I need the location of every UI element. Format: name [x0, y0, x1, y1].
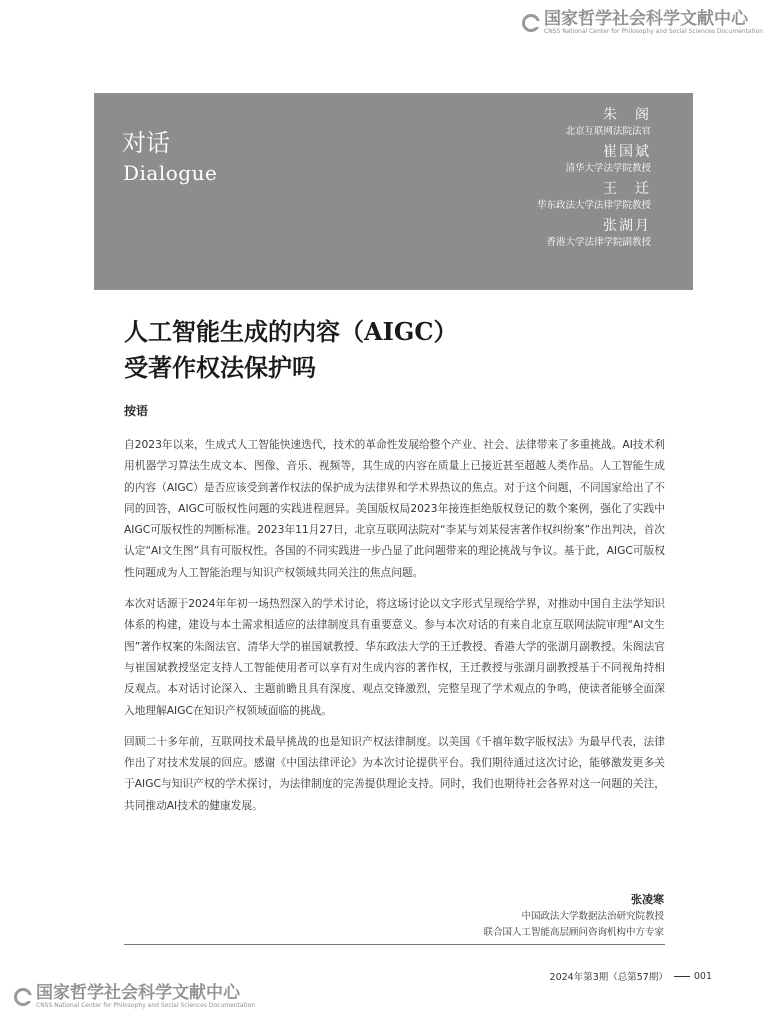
paragraph: 自2023年以来，生成式人工智能快速迭代，技术的革命性发展给整个产业、社会、法律带来了多重挑战。AI技术利用机器学习算法生成文本、图像、音乐、视频等，其生成的内容在质量上已接近甚至超越人类作品。人工智能生成的内容（AIGC）是否应该受到著作权法的保护成为法律界和学术界热议的焦点。对于这个问题，不同国家给出了不同的回答，AIGC可版权性问题的实践进程迥异。美国版权局2023年接连拒绝版权登记的数个案例，强化了实践中AIGC可版权性的判断标准。2023年11月27日，北京互联网法院对“李某与刘某侵害著作权纠纷案”作出判决，首次认定“AI文生图”具有可版权性。各国的不同实践进一步凸显了此问题带来的理论挑战与争议。基于此，AIGC可版权性问题成为人工智能治理与知识产权领域共同关注的焦点问题。 [124, 438, 665, 579]
page-footer [550, 969, 712, 983]
author-item [537, 179, 651, 212]
author-name: 张湖月 [603, 218, 651, 234]
author-name: 王 迁 [603, 181, 651, 197]
cnss-logo-icon [14, 988, 32, 1006]
paragraph: 回顾二十多年前，互联网技术最早挑战的也是知识产权法律制度。以美国《千禧年数字版权法》为最早代表，法律作出了对技术发展的回应。感谢《中国法律评论》为本次讨论提供平台。我们期待通过这次讨论，能够激发更多关于AIGC与知识产权的学术探讨，为法律制度的完善提供理论支持。同时，我们也期待社会各界对这一问题的关注，共同推动AI技术的健康发展。 [124, 734, 665, 812]
category-en: Dialogue [123, 161, 218, 185]
author-affiliation: 北京互联网法院法官 [565, 126, 651, 137]
author-item [537, 105, 651, 138]
issue-info: 2024年第3期（总第57期） [549, 972, 668, 983]
signature-name: 张凌寒 [631, 893, 664, 906]
watermark-en: CNSS National Center for Philosophy and Social Sciences Documentation [36, 1002, 256, 1009]
author-affiliation: 香港大学法律学院副教授 [546, 237, 651, 248]
title-line-2: 受著作权法保护吗 [124, 353, 316, 382]
watermark-cn: 国家哲学社会科学文献中心 [544, 9, 748, 29]
author-affiliation: 华东政法大学法律学院教授 [536, 200, 651, 211]
watermark-en: CNSS National Center for Philosophy and Social Sciences Documentation [544, 28, 764, 35]
author-item [537, 142, 651, 175]
watermark-logo-top [522, 10, 763, 36]
watermark-cn: 国家哲学社会科学文献中心 [36, 983, 240, 1003]
category-cn: 对话 [122, 129, 170, 157]
cnss-logo-icon [522, 14, 540, 32]
watermark-logo-bottom [14, 984, 255, 1010]
article-title [124, 314, 457, 386]
footer-dash [674, 976, 690, 977]
author-list [537, 105, 651, 253]
author-item [537, 216, 651, 249]
dialogue-banner [94, 93, 693, 290]
preface-body [124, 434, 665, 826]
author-name: 崔国斌 [603, 144, 651, 160]
paragraph: 本次对话源于2024年年初一场热烈深入的学术讨论，将这场讨论以文字形式呈现给学界，对推动中国自主法学知识体系的构建，建设与本土需求相适应的法律制度具有重要意义。参与本次对话的有来自北京互联网法院审理“AI文生图”著作权案的朱阁法官、清华大学的崔国斌教授、华东政法大学的王迁教授、香港大学的张湖月副教授。朱阁法官与崔国斌教授坚定支持人工智能使用者可以享有对生成内容的著作权，王迁教授与张湖月副教授基于不同视角持相反观点。本对话讨论深入、主题前瞻且具有深度、观点交锋激烈，完整呈现了学术观点的争鸣，使读者能够全面深入地理解AIGC在知识产权领域面临的挑战。 [124, 597, 665, 717]
title-line-1: 人工智能生成的内容（AIGC） [124, 317, 458, 346]
divider [124, 944, 665, 945]
preface-label: 按语 [124, 404, 149, 418]
author-name: 朱 阁 [603, 107, 651, 123]
signature [483, 891, 664, 941]
author-affiliation: 清华大学法学院教授 [565, 163, 651, 174]
page-number: 001 [693, 970, 712, 982]
signature-role: 联合国人工智能高层顾问咨询机构中方专家 [483, 927, 664, 938]
signature-role: 中国政法大学数据法治研究院教授 [521, 911, 664, 922]
